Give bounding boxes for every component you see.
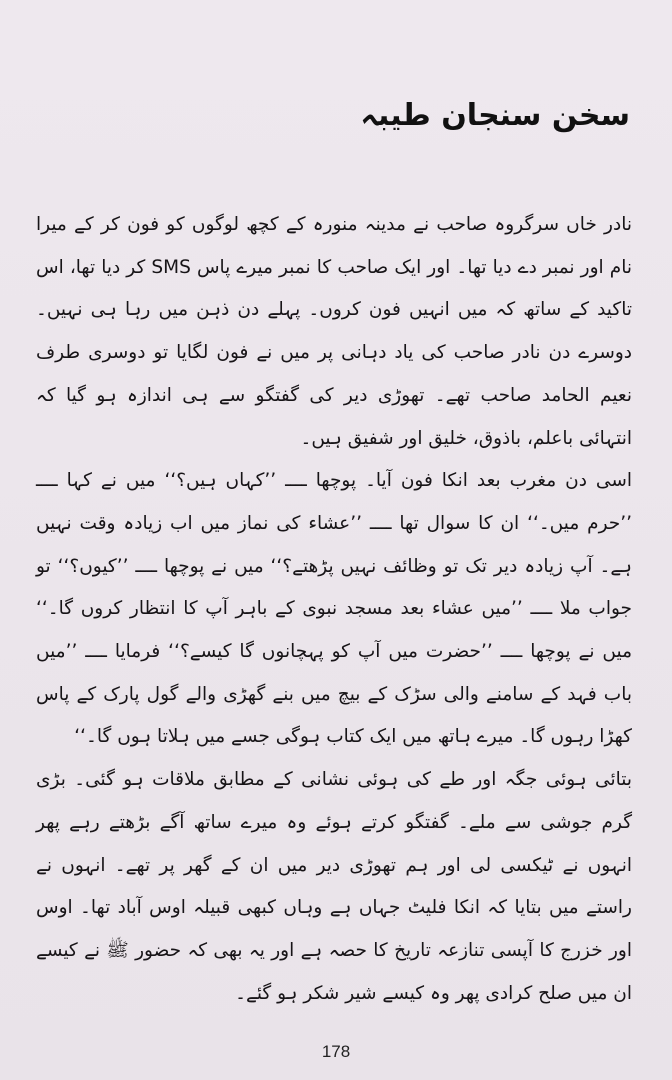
- paragraph: اسی دن مغرب بعد انکا فون آیا۔ پوچھا ــــ ’’کہاں ہیں؟‘‘ میں نے کہا ــــ ’’حرم میں۔‘‘ ان کا سوال تھا ــــ ’’عشاء کی نماز میں اب زیادہ وقت نہیں ہے۔ آپ زیادہ دیر تک تو وظائف نہیں پڑھتے؟‘‘ میں نے پوچھا ــــ ’’کیوں؟‘‘ تو جواب ملا ــــ ’’میں عشاء بعد مسجد نبوی کے باہر آپ کا انتظار کروں گا۔‘‘ میں نے پوچھا ــــ ’’حضرت میں آپ کو پہچانوں گا کیسے؟‘‘ فرمایا ــــ ’’میں باب فہد کے سامنے والی سڑک کے بیچ میں بنے گھڑی والے گول پارک کے پاس کھڑا رہوں گا۔ میرے ہاتھ میں ایک کتاب ہوگی جسے میں ہلاتا ہوں گا۔‘‘: [36, 470, 632, 748]
- paragraph: بتائی ہوئی جگہ اور طے کی ہوئی نشانی کے مطابق ملاقات ہو گئی۔ بڑی گرم جوشی سے ملے۔ گفتگو کرتے ہوئے وہ میرے ساتھ آگے بڑھتے رہے پھر انہوں نے ٹیکسی لی اور ہم تھوڑی دیر میں ان کے گھر پر تھے۔ انہوں نے راستے میں بتایا کہ انکا فلیٹ جہاں ہے وہاں کبھی قبیلہ اوس آباد تھا۔ اوس اور خزرج کا آپسی تنازعہ تاریخ کا حصہ ہے اور یہ بھی کہ حضور ﷺ نے کیسے ان میں صلح کرادی پھر وہ کیسے شیر شکر ہو گئے۔: [36, 769, 632, 1004]
- page-body: [36, 204, 632, 1015]
- paragraph: نادر خاں سرگروہ صاحب نے مدینہ منورہ کے کچھ لوگوں کو فون کر کے میرا نام اور نمبر دے دیا تھا۔ اور ایک صاحب کا نمبر میرے پاس SMS کر دیا تھا، اس تاکید کے ساتھ کہ میں انہیں فون کروں۔ پہلے دن ذہن میں رہا ہی نہیں۔ دوسرے دن نادر صاحب کی یاد دہانی پر میں نے فون لگایا تو دوسری طرف نعیم الحامد صاحب تھے۔ تھوڑی دیر کی گفتگو سے ہی اندازہ ہو گیا کہ انتہائی باعلم، باذوق، خلیق اور شفیق ہیں۔: [36, 214, 632, 449]
- chapter-title: سخن سنجان طیبہ: [360, 98, 630, 133]
- page-number: 178: [321, 1042, 351, 1061]
